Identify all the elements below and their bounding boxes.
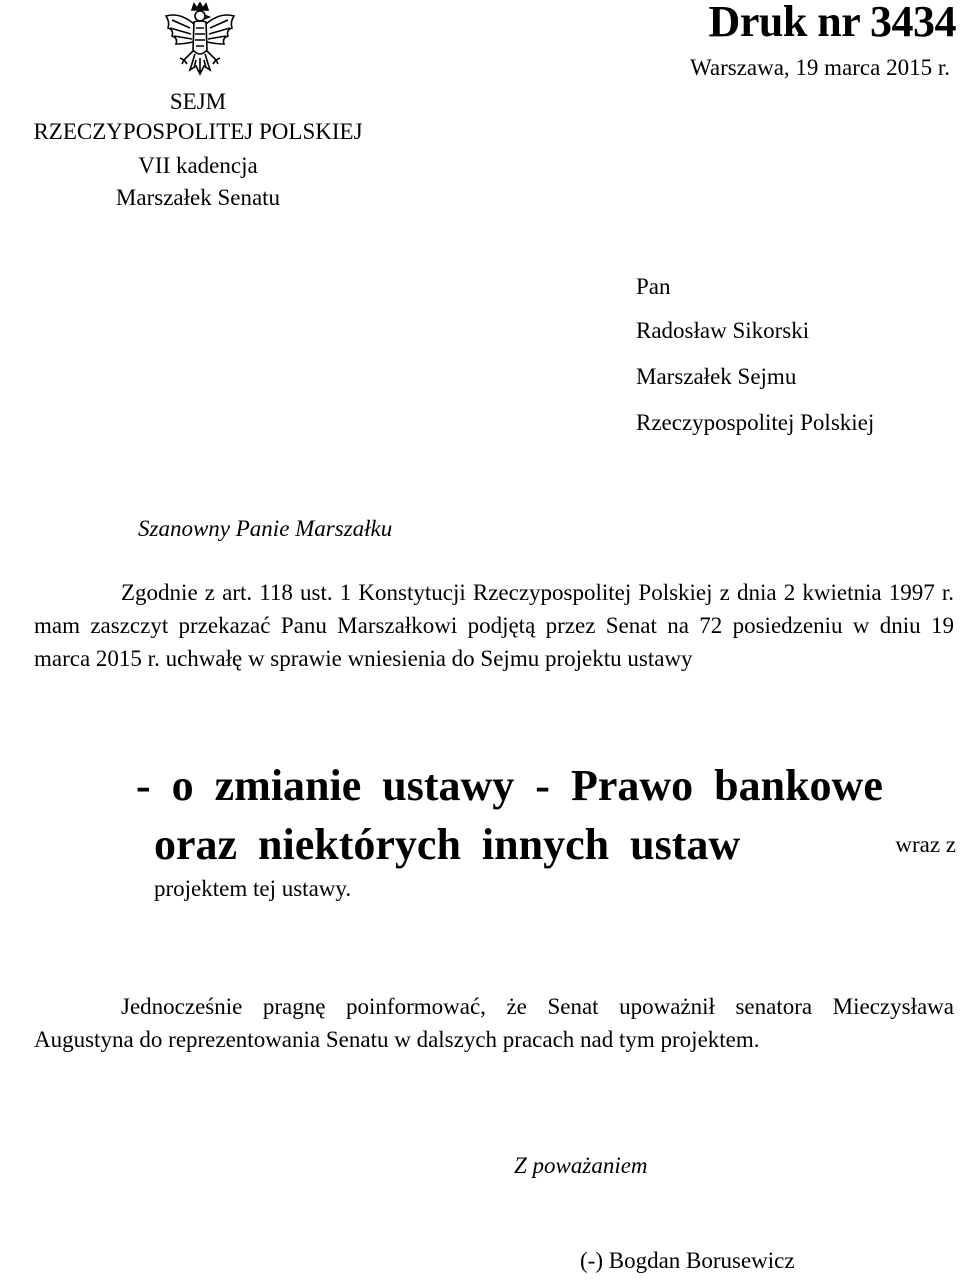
polish-eagle-emblem-icon <box>160 2 240 88</box>
addressee-line-pan: Pan <box>636 274 671 299</box>
header-marszalek-senatu: Marszałek Senatu <box>115 185 281 210</box>
salutation: Szanowny Panie Marszałku <box>138 516 393 541</box>
header-rzeczypospolitej: RZECZYPOSPOLITEJ POLSKIEJ <box>33 119 363 144</box>
bill-title-line-1: - o zmianie ustawy - Prawo bankowe <box>136 761 883 810</box>
bill-title <box>136 760 956 904</box>
bill-title-line-2: oraz niektórych innych ustaw <box>154 820 741 869</box>
bill-tail: projektem tej ustawy. <box>154 876 352 901</box>
body-paragraph-1 <box>34 576 954 675</box>
addressee-line-country: Rzeczypospolitej Polskiej <box>636 410 875 435</box>
closing: Z poważaniem <box>514 1153 648 1178</box>
bill-suffix: wraz z <box>895 832 956 857</box>
signature: (-) Bogdan Borusewicz <box>580 1248 795 1273</box>
header-kadencja: VII kadencja <box>138 153 258 178</box>
addressee-line-name: Radosław Sikorski <box>636 318 810 343</box>
body-paragraph-1-text: Zgodnie z art. 118 ust. 1 Konstytucji Rzeczypospolitej Polskiej z dnia 2 kwietnia 1997 r. mam zaszczyt przekazać Panu Marszałkowi podjętą przez Senat na 72 posiedzeniu w dniu 19 marca 2015 r. uchwałę w sprawie wniesienia do Sejmu projektu ustawy <box>34 580 954 671</box>
body-paragraph-2-text: Jednocześnie pragnę poinformować, że Senat upoważnił senatora Mieczysława Augustyna do reprezentowania Senatu w dalszych pracach nad tym projektem. <box>34 994 954 1052</box>
addressee-line-title: Marszałek Sejmu <box>636 364 797 389</box>
bill-title-line-2-row <box>136 819 956 878</box>
print-number: Druk nr 3434 <box>708 0 956 46</box>
header-sejm: SEJM <box>169 89 227 114</box>
document-date: Warszawa, 19 marca 2015 r. <box>690 55 950 80</box>
body-paragraph-2 <box>34 990 954 1056</box>
